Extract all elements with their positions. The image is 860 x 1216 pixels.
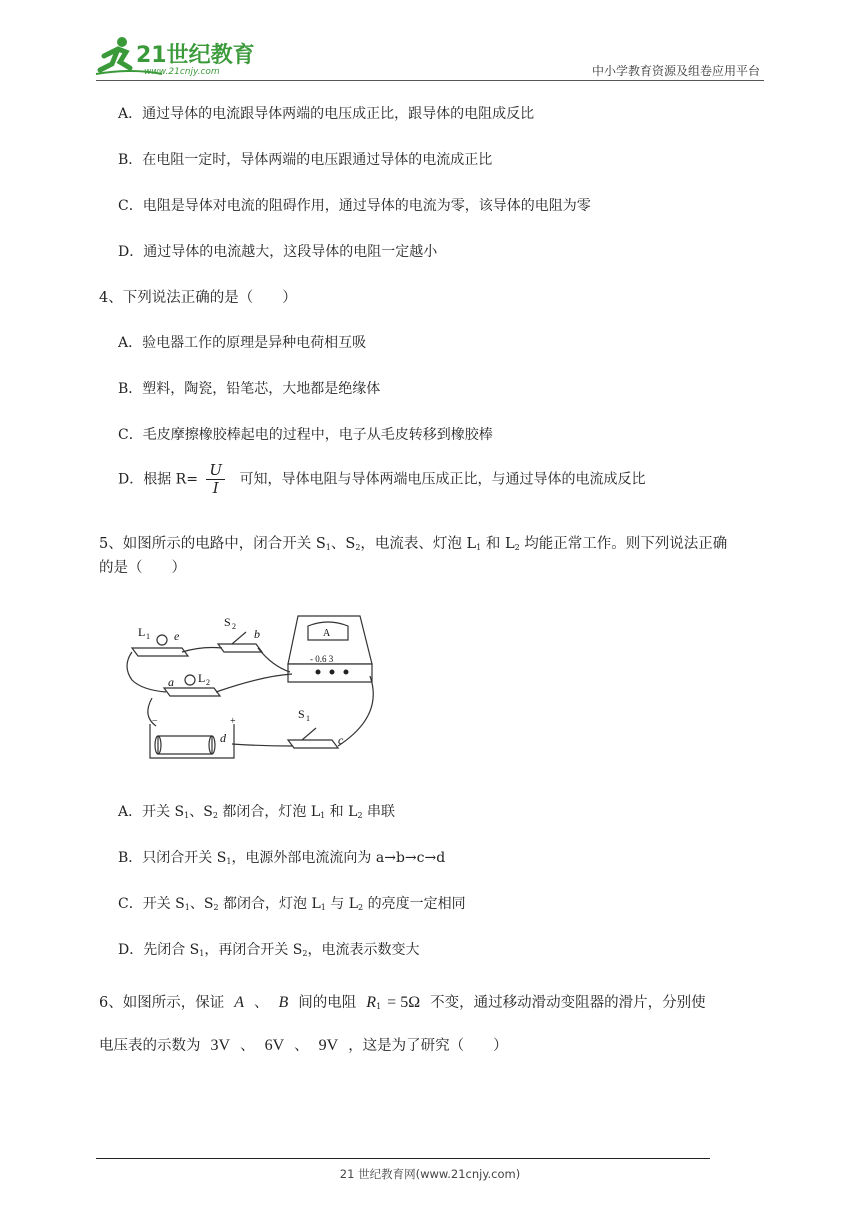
q4-option-a: A．验电器工作的原理是异种电荷相互吸 [118,335,367,351]
text: 、 [240,1038,255,1054]
q5-option-d [118,939,420,959]
site-logo [92,34,262,80]
text: ，再闭合开关 S [204,942,303,958]
label-d: d [220,731,226,745]
sub: 1 [226,857,232,866]
sub: 2 [358,903,364,912]
math-3V: 3V [210,1037,231,1054]
text: ，电流表示数变大 [307,942,420,958]
sub: 1 [476,543,482,552]
text: 电压表的示数为 [99,1038,201,1054]
label-S1: S [298,707,305,721]
label-a: a [168,675,174,689]
header-platform-text: 中小学教育资源及组卷应用平台 [591,64,760,78]
text: 不变，通过移动滑动变阻器的滑片，分别使 [430,995,706,1011]
text: B．只闭合开关 S [118,850,227,866]
label-b: b [254,627,260,641]
q4-option-d [118,462,646,497]
text: 、S [189,896,214,912]
text: 和 L [481,536,515,552]
text: 、S [189,804,213,820]
footer-divider [96,1158,710,1159]
q3-option-c: C．电阻是导体对电流的阻碍作用，通过导体的电流为零，该导体的电阻为零 [118,198,591,214]
text: 串联 [362,804,395,820]
label-L2-sub: 2 [206,678,210,687]
math-B: B [278,994,289,1011]
text: 、 [254,995,269,1011]
fraction-denominator: I [212,479,219,497]
text: ，电流表、灯泡 L [360,536,477,552]
text: 都闭合，灯泡 L [218,896,321,912]
text: A．开关 S [118,804,185,820]
formula-fraction [206,462,225,497]
text: 、 [294,1038,309,1054]
sub: 2 [357,811,363,820]
label-S2: S [224,615,231,629]
q3-option-b: B．在电阻一定时，导体两端的电压跟通过导体的电流成正比 [118,152,493,168]
label-L1: L [138,625,146,639]
text: 和 L [325,804,358,820]
sub: 1 [320,903,326,912]
label-S1-sub: 1 [306,714,310,723]
text: ，电源外部电流流向为 a→b→c→d [231,850,446,866]
text: 6、如图所示，保证 [99,995,225,1011]
text: 5、如图所示的电路中，闭合开关 S [99,536,326,552]
logo-url: www.21cnjy.com [144,67,220,77]
ammeter-label: A [323,628,331,639]
math-R1-value: = 5Ω [383,994,421,1011]
battery-minus: − [152,716,158,727]
q4-option-d-suffix: 可知，导体电阻与导体两端电压成正比，与通过导体的电流成反比 [239,471,646,488]
text: 都闭合，灯泡 L [217,804,321,820]
text: 、S [330,536,356,552]
q5-option-b [118,847,445,867]
label-L1-sub: 1 [146,632,150,641]
q4-stem: 4、下列说法正确的是（ ） [99,290,297,306]
q5-stem-line1 [99,532,727,553]
q4-option-b: B．塑料，陶瓷，铅笔芯，大地都是绝缘体 [118,381,381,397]
sub: 2 [302,949,308,958]
sub: 2 [212,811,218,820]
circuit-diagram [122,606,382,766]
sub: 2 [213,903,219,912]
runner-logo-icon [92,34,262,80]
sub: 1 [199,949,205,958]
sub: 1 [320,811,326,820]
math-6V: 6V [264,1037,285,1054]
text: ，这是为了研究（ ） [348,1038,508,1054]
ammeter-terminals: - 0.6 3 [310,654,334,664]
sub: 2 [355,543,361,552]
text: 与 L [325,896,359,912]
sub: 1 [184,811,190,820]
header-divider [96,80,764,81]
battery-plus: + [230,716,236,727]
q4-option-d-prefix: D．根据 R= [118,471,198,488]
q3-option-a: A．通过导体的电流跟导体两端的电压成正比，跟导体的电阻成反比 [118,106,535,122]
q5-option-a [118,801,395,821]
text: 间的电阻 [298,995,357,1011]
math-9V: 9V [318,1037,339,1054]
label-c: c [338,733,344,747]
q6-line2 [99,1034,508,1055]
text: D．先闭合 S [118,942,200,958]
label-e: e [174,629,180,643]
q6-line1 [99,991,706,1012]
text: 的亮度一定相同 [363,896,466,912]
footer-text: 21 世纪教育网(www.21cnjy.com) [339,1167,521,1181]
logo-text: 21世纪教育 [136,43,255,68]
text: C．开关 S [118,896,185,912]
circuit-figure [122,606,382,766]
label-L2: L [198,671,206,685]
q3-option-d: D．通过导体的电流越大，这段导体的电阻一定越小 [118,244,438,260]
fraction-numerator: U [206,462,225,480]
sub: 1 [325,543,331,552]
math-A: A [234,994,245,1011]
q5-option-c [118,893,466,913]
q4-option-c: C．毛皮摩擦橡胶棒起电的过程中，电子从毛皮转移到橡胶棒 [118,427,493,443]
q5-stem-line2: 的是（ ） [99,560,186,576]
label-S2-sub: 2 [232,622,236,631]
math-R1: R [366,994,377,1011]
sub: 1 [184,903,190,912]
text: 均能正常工作。则下列说法正确 [519,536,728,552]
sub: 1 [376,1002,382,1011]
sub: 2 [514,543,520,552]
